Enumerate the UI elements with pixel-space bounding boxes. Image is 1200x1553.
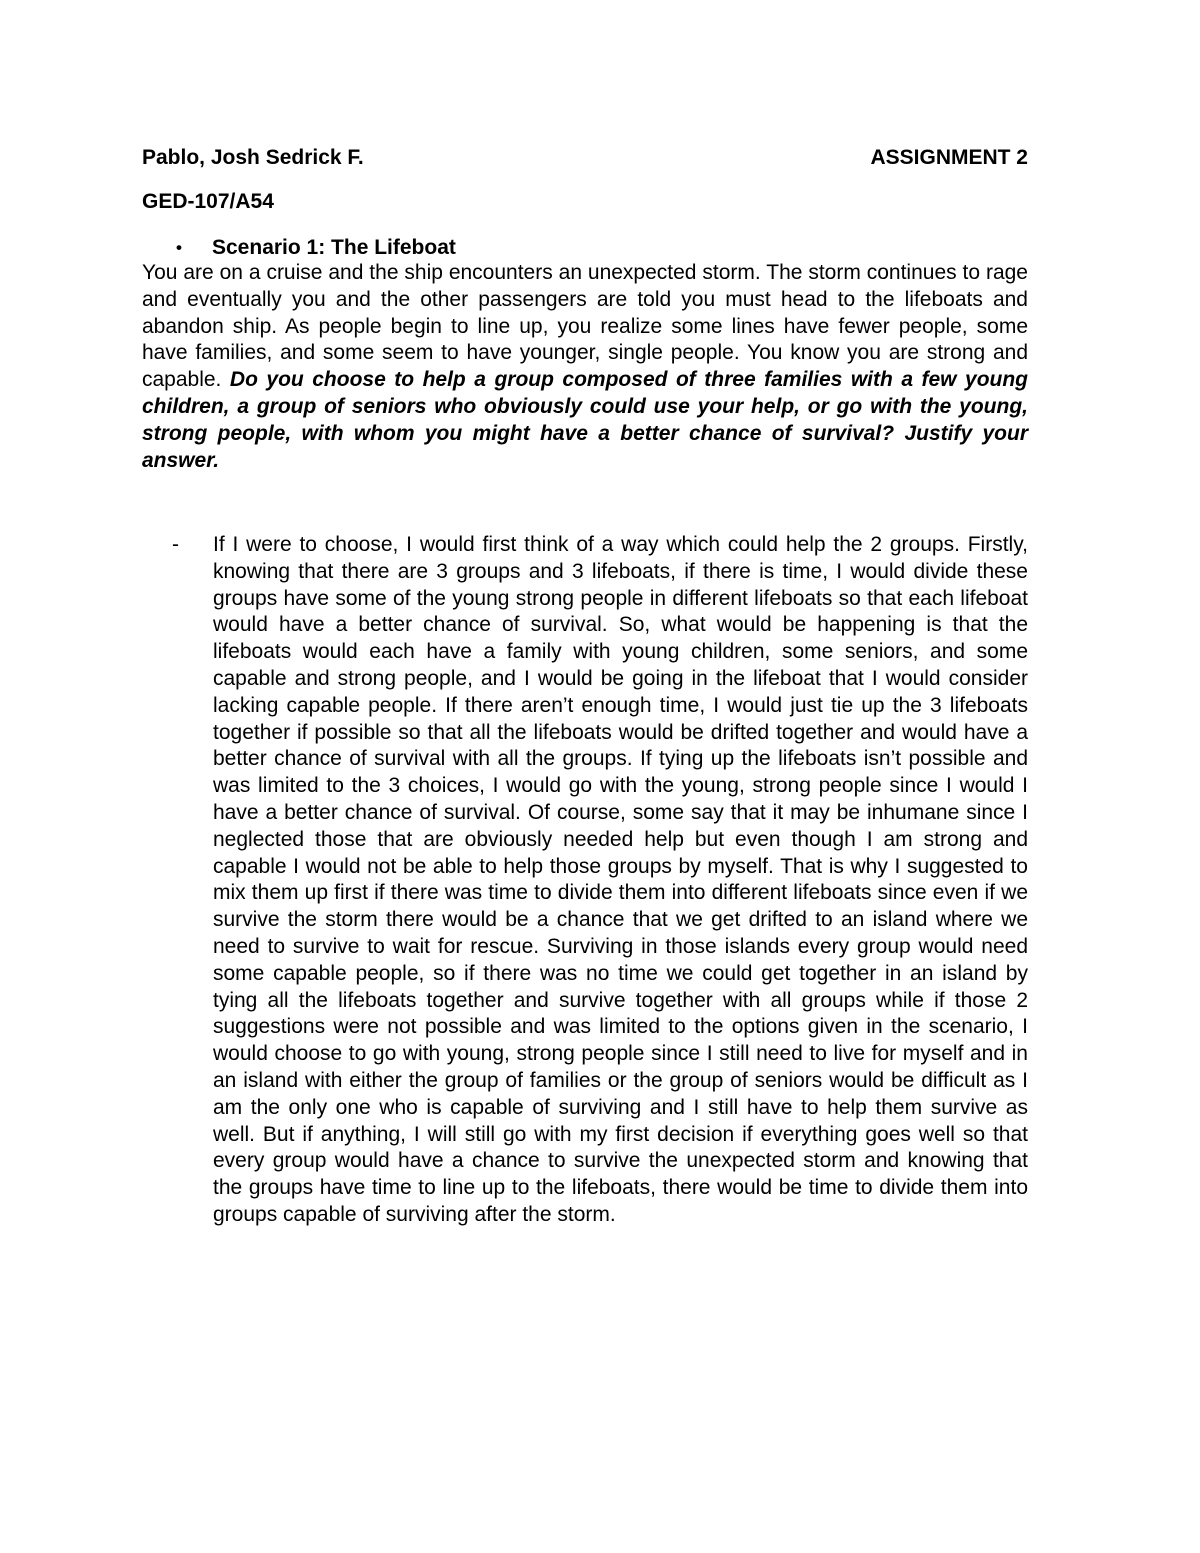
answer-paragraph: If I were to choose, I would first think of a way which could help the 2 groups. Firstly, knowing that there are 3 groups and 3 lifeboats, if there is time, I would divide these groups have some of the young strong people in different lifeboats so that each lifeboat would have a better chance of survival. So, what would be happening is that the lifeboats would each have a family with young children, some seniors, and some capable and strong people, and I would be going in the lifeboat that I would consider lacking capable people. If there aren’t enough time, I would just tie up the 3 lifeboats together if possible so that all the lifeboats would be drifted together and would have a better chance of survival with all the groups. If tying up the lifeboats isn’t possible and was limited to the 3 choices, I would go with the young, strong people since I would I have a better chance of survival. Of course, some say that it may be inhumane since I neglected those that are obviously needed help but even though I am strong and capable I would not be able to help those groups by myself. That is why I suggested to mix them up first if there was time to divide them into different lifeboats since even if we survive the storm there would be a chance that we get drifted to an island where we need to survive to wait for rescue. Surviving in those islands every group would need some capable people, so if there was no time we could get together in an island by tying all the lifeboats together and survive together with all groups while if those 2 suggestions were not possible and was limited to the options given in the scenario, I would choose to go with young, strong people since I still need to live for myself and in an island with either the group of families or the group of seniors would be difficult as I am the only one who is capable of surviving and I still have to help them survive as well. But if anything, I will still go with my first decision if everything goes well so that every group would have a chance to survive the unexpected storm and knowing that the groups have time to line up to the lifeboats, there would be time to divide them into groups capable of surviving after the storm. [213,533,1028,1226]
assignment-label: ASSIGNMENT 2 [870,146,1028,169]
course-code: GED-107/A54 [142,190,274,213]
scenario-description [142,260,1028,474]
dash-bullet-icon: - [172,533,179,556]
bullet-icon: • [176,238,182,257]
scenario-description-text: You are on a cruise and the ship encounters an unexpected storm. The storm continues to rage and eventually you and the other passengers are told you must head to the lifeboats and abandon ship. As people begin to line up, you realize some lines have fewer people, some have families, and some seem to have younger, single people. You know you are strong and capable. [142,261,1028,392]
document-header [142,143,1028,173]
scenario-question: Do you choose to help a group composed of three families with a few young children, a group of seniors who obviously could use your help, or go with the young, strong people, with whom you might have a better chance of survival? Justify your answer. [142,368,1029,472]
scenario-title: Scenario 1: The Lifeboat [212,236,456,259]
student-name: Pablo, Josh Sedrick F. [142,146,364,169]
